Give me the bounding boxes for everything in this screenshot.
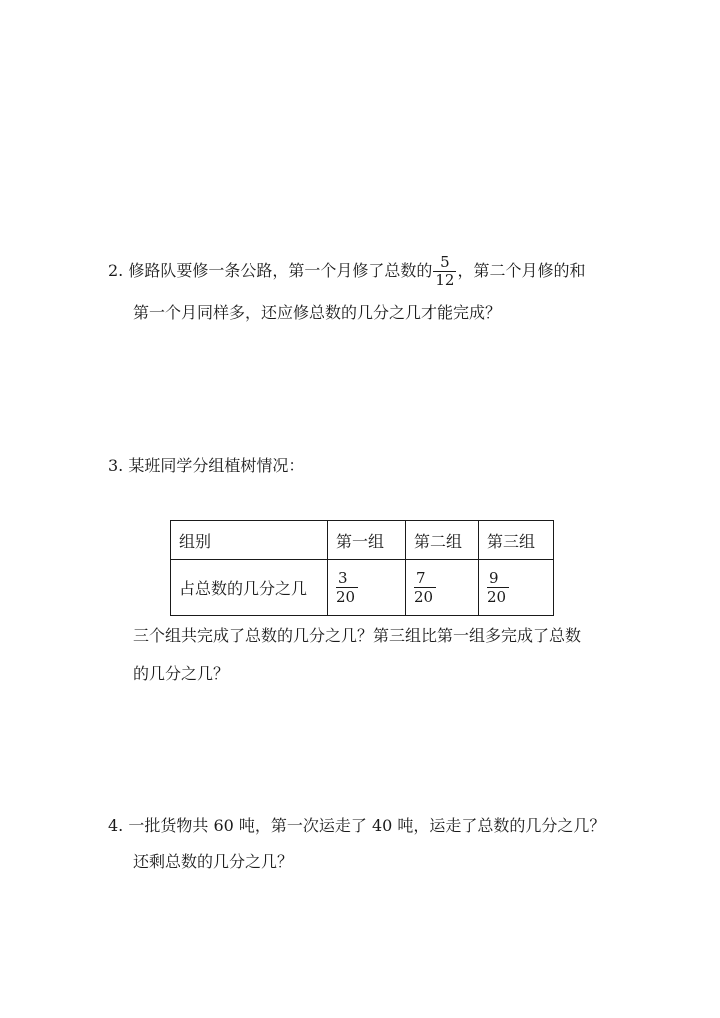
question-4-line-1 bbox=[108, 816, 605, 836]
table-cell-fraction bbox=[328, 560, 406, 616]
question-2-number: 2. bbox=[108, 261, 124, 280]
table-header-row bbox=[171, 521, 554, 560]
table-header-cell: 第二组 bbox=[406, 521, 479, 560]
question-2-line-1 bbox=[108, 254, 585, 289]
question-3-line-2: 的几分之几？ bbox=[133, 664, 230, 683]
table-header-cell: 第三组 bbox=[479, 521, 554, 560]
question-3-title-line bbox=[108, 456, 304, 476]
fraction-numerator: 7 bbox=[414, 569, 436, 588]
question-2-text-after: ，第二个月修的和 bbox=[457, 261, 586, 280]
question-3-line-1: 三个组共完成了总数的几分之几？第三组比第一组多完成了总数 bbox=[133, 626, 582, 645]
fraction-numerator: 9 bbox=[487, 569, 509, 588]
fraction-denominator: 20 bbox=[487, 588, 507, 606]
fraction-denominator: 12 bbox=[435, 271, 455, 289]
fraction bbox=[336, 569, 358, 606]
table-cell-fraction bbox=[479, 560, 554, 616]
question-2-fraction bbox=[433, 254, 456, 289]
question-2-text-before: 修路队要修一条公路，第一个月修了总数的 bbox=[128, 261, 433, 280]
fraction bbox=[414, 569, 436, 606]
fraction bbox=[487, 569, 509, 606]
question-3-title: 某班同学分组植树情况： bbox=[128, 456, 305, 475]
question-3-number: 3. bbox=[108, 456, 124, 475]
question-2-line-2: 第一个月同样多，还应修总数的几分之几才能完成？ bbox=[133, 303, 502, 322]
fraction-numerator: 5 bbox=[433, 254, 456, 272]
table-row-label: 占总数的几分之几 bbox=[171, 560, 328, 616]
table-header-cell: 第一组 bbox=[328, 521, 406, 560]
table-row bbox=[171, 560, 554, 616]
fraction-denominator: 20 bbox=[336, 588, 356, 606]
planting-table bbox=[170, 520, 554, 616]
question-4-line-2: 还剩总数的几分之几？ bbox=[133, 852, 294, 871]
table-cell-fraction bbox=[406, 560, 479, 616]
question-4-text: 一批货物共 60 吨，第一次运走了 40 吨，运走了总数的几分之几？ bbox=[128, 816, 606, 835]
fraction-numerator: 3 bbox=[336, 569, 358, 588]
table-header-cell: 组别 bbox=[171, 521, 328, 560]
question-4-number: 4. bbox=[108, 816, 124, 835]
fraction-denominator: 20 bbox=[414, 588, 434, 606]
